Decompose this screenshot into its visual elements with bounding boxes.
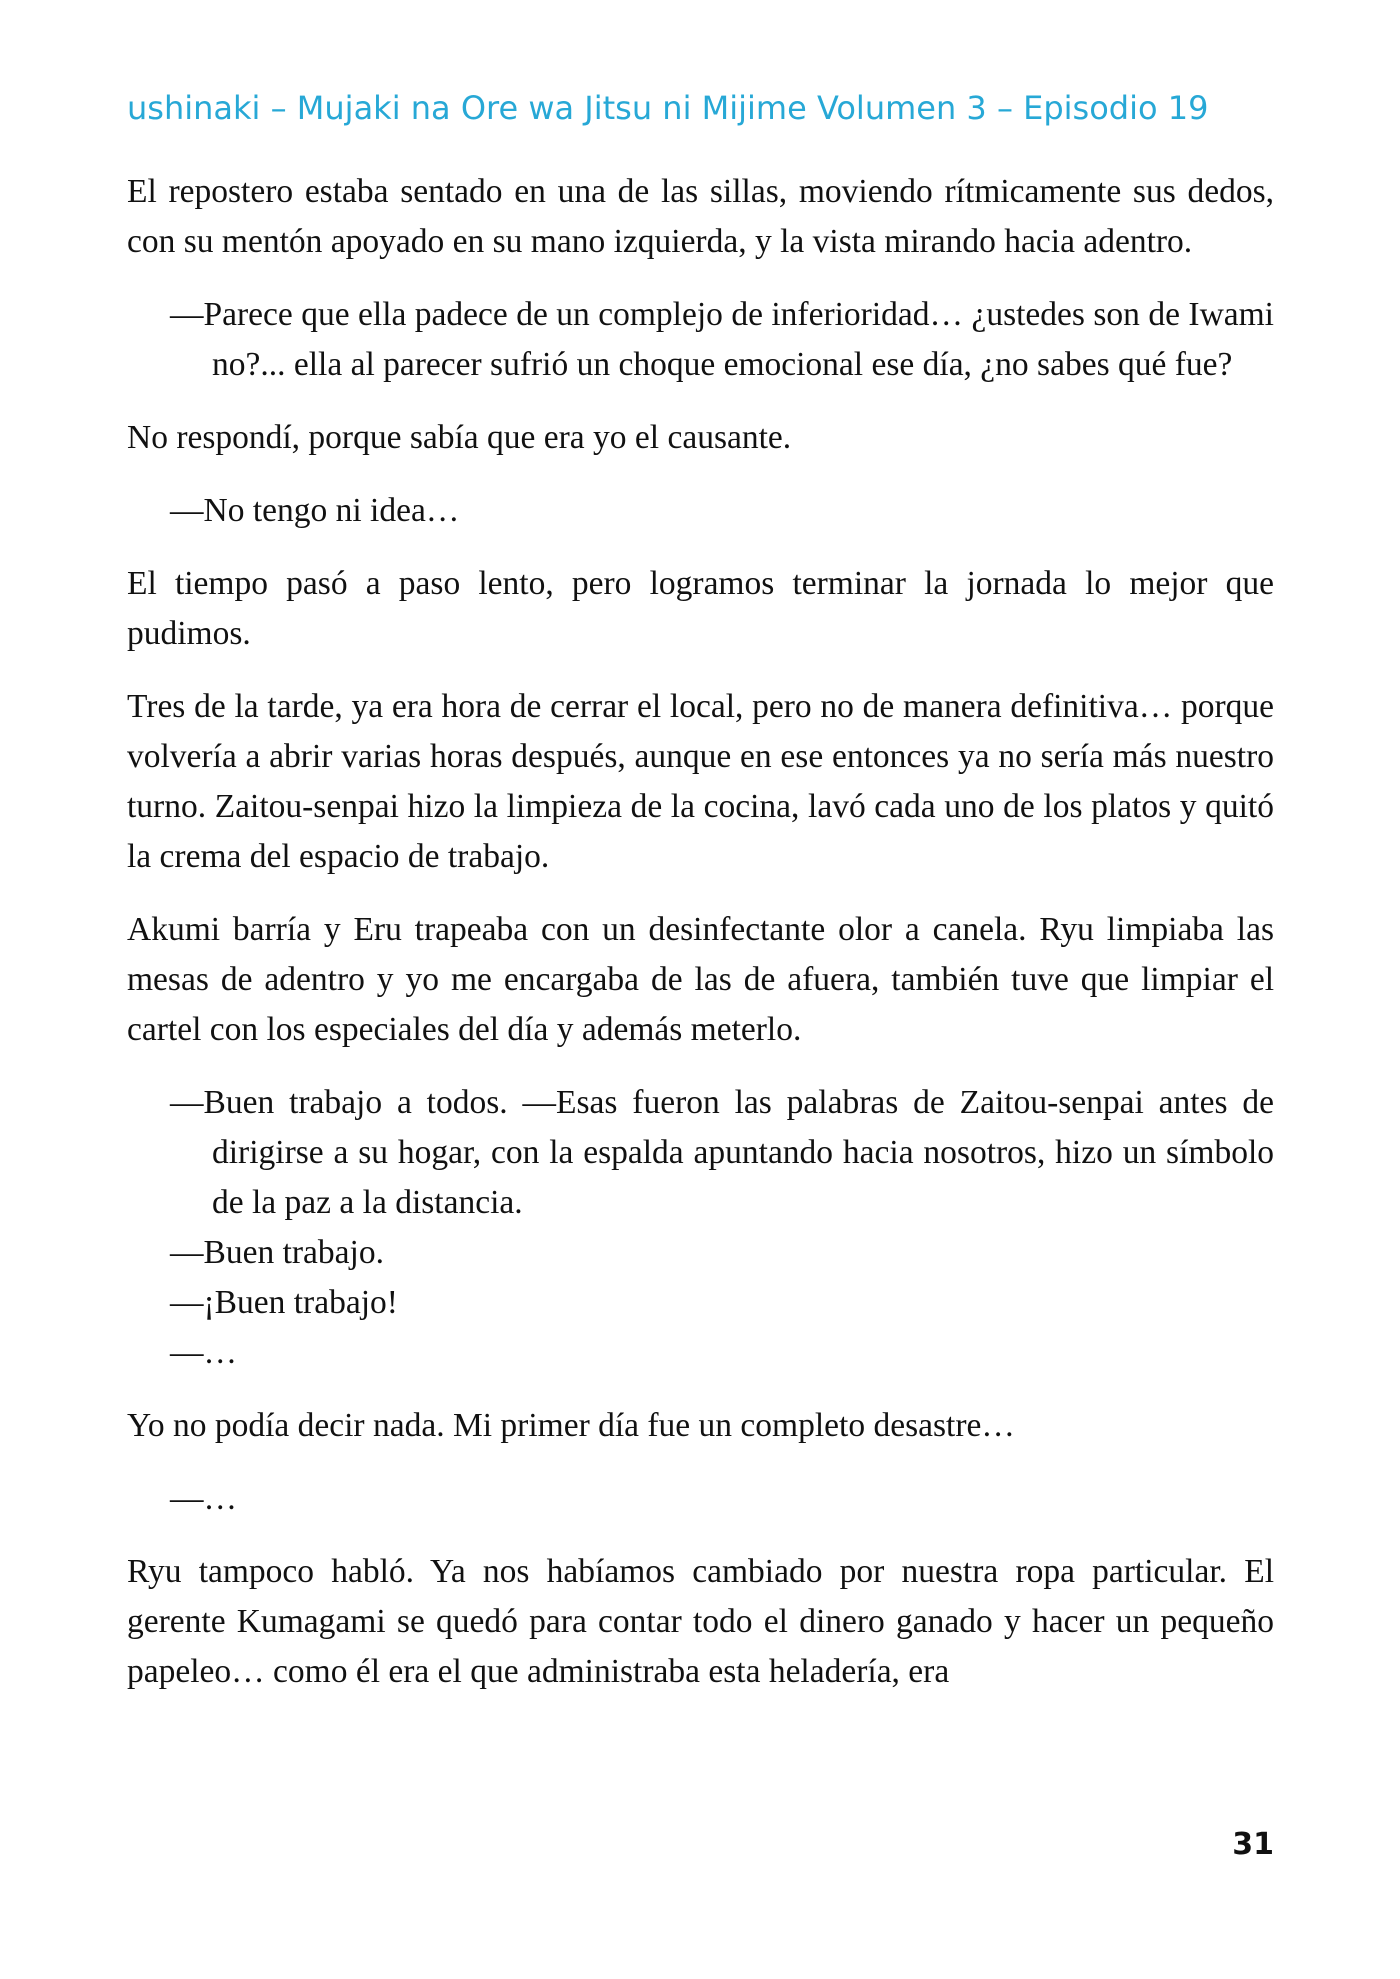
dialogue-line: —No tengo ni idea…: [170, 492, 460, 529]
paragraph: El repostero estaba sentado en una de las sillas, moviendo rítmicamente sus dedos, con su mentón apoyado en su mano izquierda, y la vista mirando hacia adentro.: [127, 173, 1274, 260]
dialogue-line: —…: [170, 1334, 237, 1371]
paragraph: Akumi barría y Eru trapeaba con un desinfectante olor a canela. Ryu limpiaba las mesas de adentro y yo me encargaba de las de afuera, también tuve que limpiar el cartel con los especiales del día y además meterlo.: [127, 911, 1274, 1048]
paragraph: Tres de la tarde, ya era hora de cerrar el local, pero no de manera definitiva… porque volvería a abrir varias horas después, aunque en ese entonces ya no sería más nuestro turno. Zaitou-senpai hizo la limpieza de la cocina, lavó cada uno de los platos y quitó la crema del espacio de trabajo.: [127, 688, 1274, 875]
paragraph: Ryu tampoco habló. Ya nos habíamos cambiado por nuestra ropa particular. El gerente Kumagami se quedó para contar todo el dinero ganado y hacer un pequeño papeleo… como él era el que administraba esta heladería, era: [127, 1553, 1274, 1690]
paragraph: No respondí, porque sabía que era yo el causante.: [127, 419, 792, 456]
page-number: 31: [1232, 1827, 1274, 1862]
dialogue-line: —¡Buen trabajo!: [170, 1284, 398, 1321]
dialogue-line: —Buen trabajo.: [170, 1234, 384, 1271]
dialogue-line: —…: [170, 1480, 237, 1517]
paragraph: Yo no podía decir nada. Mi primer día fue un completo desastre…: [127, 1407, 1015, 1444]
dialogue-line: —Parece que ella padece de un complejo de inferioridad… ¿ustedes son de Iwami no?... ella al parecer sufrió un choque emocional ese día, ¿no sabes qué fue?: [170, 296, 1274, 383]
paragraph: El tiempo pasó a paso lento, pero logramos terminar la jornada lo mejor que pudimos.: [127, 565, 1274, 652]
body-text: [127, 167, 1274, 1720]
dialogue-line: —Buen trabajo a todos. —Esas fueron las palabras de Zaitou-senpai antes de dirigirse a su hogar, con la espalda apuntando hacia nosotros, hizo un símbolo de la paz a la distancia.: [170, 1084, 1274, 1221]
running-header: ushinaki – Mujaki na Ore wa Jitsu ni Mijime Volumen 3 – Episodio 19: [127, 89, 1209, 127]
